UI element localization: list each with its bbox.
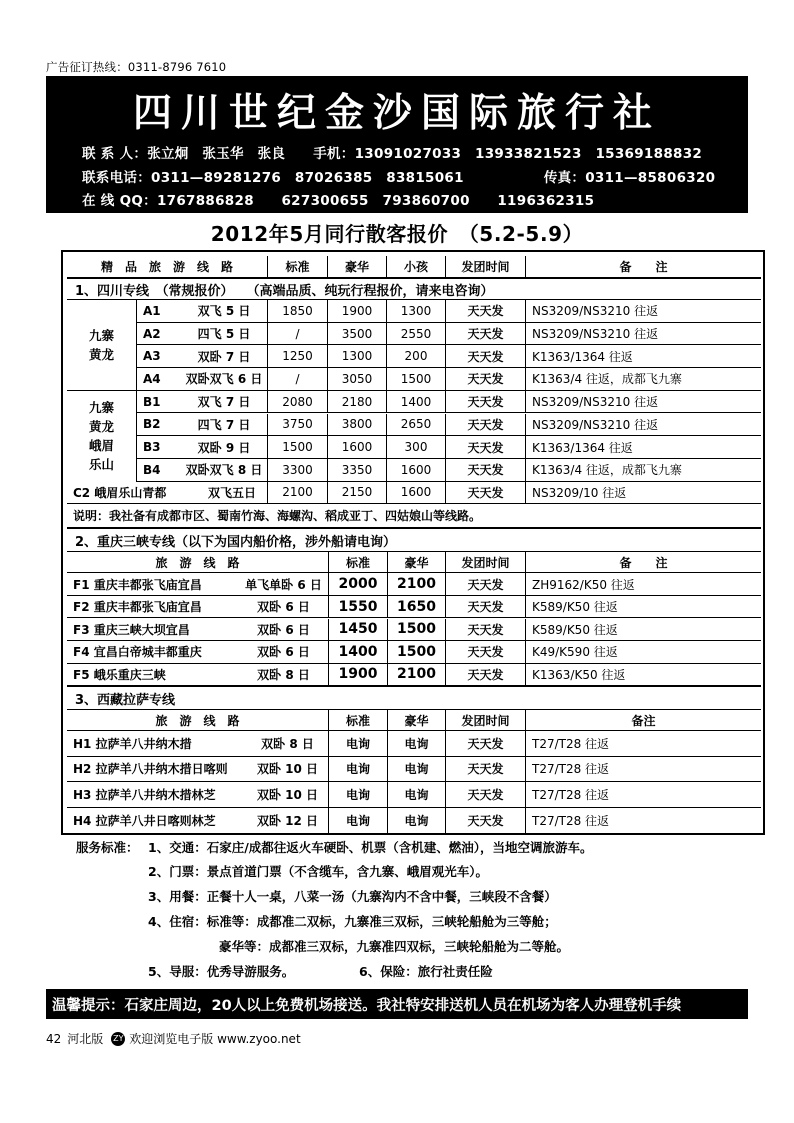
- route-note: NS3209/NS3210 往返: [525, 391, 761, 413]
- section1-route-row: [137, 300, 761, 323]
- contacts: 张立炯 张玉华 张良: [147, 146, 286, 162]
- price-child: 1400: [386, 391, 445, 413]
- group-a-line: 黄龙: [88, 346, 114, 362]
- col-header-standard: 标准: [328, 710, 387, 730]
- departure: 天天发: [445, 596, 525, 618]
- price-luxury: 2100: [387, 664, 445, 686]
- departure: 天天发: [445, 641, 525, 663]
- price-luxury: 1300: [327, 345, 386, 367]
- departure: 天天发: [445, 757, 525, 781]
- phone-label: 联系电话：: [82, 170, 151, 186]
- price-standard: 1250: [267, 345, 327, 367]
- route-note: ZH9162/K50 往返: [525, 573, 761, 595]
- section1-route-row: [137, 323, 761, 346]
- mobiles: 13091027033 13933821523 15369188832: [354, 146, 703, 162]
- col-header-route: 旅 游 线 路: [155, 713, 240, 728]
- departure: 天天发: [445, 323, 525, 345]
- section2-route-row: [67, 573, 761, 596]
- col-header-standard: 标准: [328, 552, 387, 572]
- route-code: C2 峨眉乐山青都: [73, 485, 167, 500]
- section1-title: 1、四川专线 （常规报价） （高端品质、纯玩行程报价，请来电咨询）: [67, 278, 761, 300]
- route-name: F1 重庆丰都张飞庙宜昌: [73, 577, 202, 592]
- col-header-route: 旅 游 线 路: [155, 555, 240, 570]
- section2-route-row: [67, 596, 761, 619]
- section1-route-row: [137, 436, 761, 459]
- col-header-luxury: 豪华: [387, 552, 445, 572]
- route-note: T27/T28 往返: [525, 782, 761, 806]
- col-header-route: 精 品 旅 游 线 路: [100, 260, 233, 274]
- departure: 天天发: [445, 459, 525, 481]
- price-standard: 1500: [267, 436, 327, 458]
- departure: 天天发: [445, 808, 525, 833]
- price-child: 1600: [386, 459, 445, 481]
- price-child: 2650: [386, 414, 445, 436]
- section1-remark-row: [67, 504, 761, 528]
- route-name: F2 重庆丰都张飞庙宜昌: [73, 600, 202, 615]
- departure: 天天发: [445, 345, 525, 367]
- footer-browse-link[interactable]: 欢迎浏览电子版 www.zyoo.net: [129, 1032, 301, 1046]
- service-item-meals: 3、用餐：正餐十人一桌，八菜一汤（九寨沟内不含中餐，三峡段不含餐）: [148, 889, 557, 904]
- route-name: 双卧 9 日: [197, 440, 251, 455]
- price-standard: 电询: [328, 808, 387, 833]
- section1-route-row: [137, 459, 761, 482]
- price-child: 300: [386, 436, 445, 458]
- route-note: NS3209/NS3210 往返: [525, 300, 761, 322]
- section3-title: 3、西藏拉萨专线: [67, 686, 761, 710]
- service-item-lodging-luxury: 豪华等：成都准三双标，九寨准四双标，三峡轮船舱为二等舱。: [219, 939, 570, 954]
- col-header-notes: 备 注: [525, 256, 761, 277]
- departure: 天天发: [445, 619, 525, 641]
- price-standard: 2080: [267, 391, 327, 413]
- col-header-standard: 标准: [267, 256, 327, 277]
- col-header-luxury: 豪华: [387, 710, 445, 730]
- route-name: 四飞 5 日: [197, 327, 251, 342]
- route-name: 双飞 5 日: [197, 304, 251, 319]
- route-name: F4 宜昌白帝城丰都重庆: [73, 645, 202, 660]
- page-footer: [46, 1030, 301, 1047]
- route-name: F5 峨乐重庆三峡: [73, 667, 166, 682]
- route-name: H1 拉萨羊八井纳木措: [73, 737, 192, 751]
- qq-label: 在 线 QQ：: [82, 193, 157, 209]
- section3-header-row: [67, 710, 761, 731]
- section2-route-row: [67, 664, 761, 687]
- price-luxury: 电询: [387, 757, 445, 781]
- price-luxury: 2100: [387, 573, 445, 595]
- route-note: K1363/4 往返，成都飞九寨: [525, 459, 761, 481]
- section3-route-row: [67, 808, 761, 833]
- group-b-line: 峨眉: [88, 438, 114, 454]
- price-standard: 1850: [267, 300, 327, 322]
- service-item-guide: 5、导服：优秀导游服务。: [148, 964, 295, 979]
- group-b-line: 黄龙: [88, 419, 114, 435]
- section1-route-row: [67, 482, 761, 505]
- route-name: H2 拉萨羊八井纳木措日喀则: [73, 762, 228, 777]
- section2-title: 2、重庆三峡专线（以下为国内船价格，涉外船请电询）: [67, 528, 761, 552]
- price-luxury: 1900: [327, 300, 386, 322]
- section1-remark: 说明：我社备有成都市区、蜀南竹海、海螺沟、稻成亚丁、四姑娘山等线路。: [73, 509, 482, 524]
- route-name: 双飞五日: [207, 485, 256, 500]
- route-code: A2: [143, 326, 161, 341]
- route-name: 四飞 7 日: [197, 417, 251, 432]
- route-days: 双卧 8 日: [261, 737, 314, 751]
- phones: 0311—89281276 87026385 83815061: [151, 170, 464, 186]
- price-standard: 2000: [328, 573, 387, 595]
- route-days: 双卧 6 日: [257, 645, 310, 660]
- fax-label: 传真：: [543, 170, 586, 186]
- col-header-notes: 备 注: [525, 552, 761, 572]
- price-luxury: 3050: [327, 368, 386, 390]
- col-header-departure: 发团时间: [445, 256, 525, 277]
- route-code: B2: [143, 417, 161, 432]
- route-code: A4: [143, 371, 161, 386]
- group-a-line: 九寨: [88, 327, 114, 343]
- price-standard: 1450: [328, 619, 387, 641]
- departure: 天天发: [445, 300, 525, 322]
- price-luxury: 1600: [327, 436, 386, 458]
- route-name: H4 拉萨羊八井日喀则林芝: [73, 813, 216, 828]
- section2-header-row: [67, 552, 761, 573]
- departure: 天天发: [445, 731, 525, 755]
- edition: 河北版: [67, 1032, 104, 1046]
- price-luxury: 3500: [327, 323, 386, 345]
- route-code: A1: [143, 303, 161, 318]
- route-note: T27/T28 往返: [525, 808, 761, 833]
- route-days: 双卧 8 日: [257, 667, 310, 682]
- service-item-lodging: 4、住宿：标准等：成都准二双标，九寨准三双标，三峡轮船舱为三等舱；: [148, 914, 557, 929]
- price-child: 200: [386, 345, 445, 367]
- col-header-departure: 发团时间: [445, 552, 525, 572]
- section1-route-row: [137, 368, 761, 391]
- price-luxury: 1650: [387, 596, 445, 618]
- section1-route-row: [137, 391, 761, 414]
- mobile-label: 手机：: [313, 146, 355, 162]
- departure: 天天发: [445, 368, 525, 390]
- price-standard: 3750: [267, 414, 327, 436]
- price-luxury: 3800: [327, 414, 386, 436]
- route-note: NS3209/10 往返: [525, 482, 761, 504]
- route-note: K1363/4 往返，成都飞九寨: [525, 368, 761, 390]
- price-standard: 电询: [328, 782, 387, 806]
- qq-line: [82, 189, 594, 209]
- route-note: NS3209/NS3210 往返: [525, 323, 761, 345]
- price-table: [67, 256, 761, 833]
- route-days: 双卧 10 日: [256, 762, 319, 777]
- route-note: K589/K50 往返: [525, 596, 761, 618]
- route-days: 双卧 6 日: [257, 600, 310, 615]
- price-standard: 1900: [328, 664, 387, 686]
- price-luxury: 3350: [327, 459, 386, 481]
- route-days: 双卧 10 日: [256, 787, 319, 802]
- route-note: T27/T28 往返: [525, 731, 761, 755]
- service-item-insurance: 6、保险：旅行社责任险: [359, 964, 493, 979]
- route-note: K49/K590 往返: [525, 641, 761, 663]
- col-header-departure: 发团时间: [445, 710, 525, 730]
- route-note: K1363/1364 往返: [525, 345, 761, 367]
- price-luxury: 电询: [387, 731, 445, 755]
- route-name: 双卧 7 日: [197, 349, 251, 364]
- price-standard: 3300: [267, 459, 327, 481]
- service-label: 服务标准：: [76, 840, 139, 855]
- service-item-transport: 1、交通：石家庄/成都往返火车硬卧、机票（含机建、燃油），当地空调旅游车。: [148, 840, 593, 855]
- route-note: K1363/K50 往返: [525, 664, 761, 686]
- price-luxury: 2150: [327, 482, 386, 504]
- route-group-jiuzhai-emei-leshan: [67, 391, 137, 482]
- service-item-tickets: 2、门票：景点首道门票（不含缆车，含九寨、峨眉观光车）。: [148, 864, 488, 879]
- departure: 天天发: [445, 414, 525, 436]
- route-name: 双卧双飞 8 日: [185, 463, 263, 478]
- departure: 天天发: [445, 782, 525, 806]
- route-note: T27/T28 往返: [525, 757, 761, 781]
- contact-line: [82, 142, 702, 162]
- phone-line: [82, 166, 715, 186]
- route-note: K589/K50 往返: [525, 619, 761, 641]
- departure: 天天发: [445, 482, 525, 504]
- price-standard: 1550: [328, 596, 387, 618]
- section1-header-row: [67, 256, 761, 278]
- col-header-child: 小孩: [386, 256, 445, 277]
- route-code: A3: [143, 349, 161, 364]
- departure: 天天发: [445, 664, 525, 686]
- departure: 天天发: [445, 573, 525, 595]
- route-days: 单飞单卧 6 日: [245, 577, 322, 592]
- price-child: 1600: [386, 482, 445, 504]
- section1-route-row: [137, 414, 761, 437]
- group-b-line: 乐山: [88, 457, 114, 473]
- route-days: 双卧 12 日: [256, 813, 319, 828]
- col-header-luxury: 豪华: [327, 256, 386, 277]
- col-header-notes: 备注: [525, 710, 761, 730]
- warm-tip-banner: 温馨提示：石家庄周边，20人以上免费机场接送。我社特安排送机人员在机场为客人办理登机手续: [46, 989, 748, 1019]
- section3-route-row: [67, 731, 761, 756]
- price-standard: 1400: [328, 641, 387, 663]
- ad-hotline: 广告征订热线：0311-8796 7610: [46, 60, 227, 74]
- route-code: B3: [143, 440, 161, 455]
- section3-route-row: [67, 782, 761, 807]
- contacts-label: 联 系 人：: [82, 146, 148, 162]
- page-title: 2012年5月同行散客报价 （5.2-5.9）: [210, 222, 584, 246]
- price-child: 2550: [386, 323, 445, 345]
- section2-route-row: [67, 641, 761, 664]
- price-luxury: 电询: [387, 808, 445, 833]
- group-b-line: 九寨: [88, 400, 114, 416]
- page-number: 42: [46, 1031, 62, 1046]
- section1-route-row: [137, 345, 761, 368]
- price-child: 1300: [386, 300, 445, 322]
- price-child: 1500: [386, 368, 445, 390]
- route-days: 双卧 6 日: [257, 622, 310, 637]
- price-luxury: 1500: [387, 641, 445, 663]
- section3-route-row: [67, 757, 761, 782]
- price-standard: 电询: [328, 731, 387, 755]
- zyoo-logo-icon: ZY: [111, 1032, 125, 1046]
- departure: 天天发: [445, 436, 525, 458]
- price-luxury: 2180: [327, 391, 386, 413]
- price-standard: 2100: [267, 482, 327, 504]
- departure: 天天发: [445, 391, 525, 413]
- route-name: H3 拉萨羊八井纳木措林芝: [73, 787, 216, 802]
- section2-route-row: [67, 619, 761, 642]
- fax: 0311—85806320: [585, 170, 716, 186]
- price-luxury: 电询: [387, 782, 445, 806]
- route-code: B1: [143, 394, 161, 409]
- price-standard: 电询: [328, 757, 387, 781]
- route-name: F3 重庆三峡大坝宜昌: [73, 622, 190, 637]
- agency-name: 四川世纪金沙国际旅行社: [132, 90, 661, 136]
- agency-header: [46, 76, 748, 213]
- route-code: B4: [143, 462, 161, 477]
- route-name: 双飞 7 日: [197, 395, 251, 410]
- route-name: 双卧双飞 6 日: [185, 372, 263, 387]
- route-group-jiuzhai-huanglong: [67, 300, 137, 391]
- price-luxury: 1500: [387, 619, 445, 641]
- qq-numbers: 1767886828 627300655 793860700 1196362315: [156, 193, 595, 209]
- price-standard: /: [267, 323, 327, 345]
- route-note: K1363/1364 往返: [525, 436, 761, 458]
- price-standard: /: [267, 368, 327, 390]
- route-note: NS3209/NS3210 往返: [525, 414, 761, 436]
